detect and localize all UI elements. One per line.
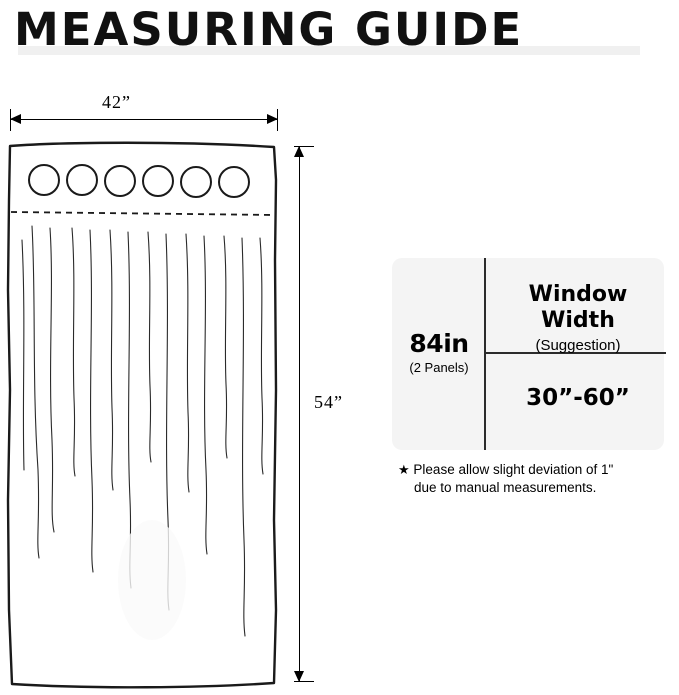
window-width-subtitle: (Suggestion)	[535, 337, 621, 354]
window-width-title: Window Width	[528, 282, 628, 333]
deviation-note	[398, 461, 670, 497]
panel-size-value: 84in	[409, 329, 469, 358]
window-width-range-cell: 30”-60”	[526, 385, 630, 411]
height-dimension	[294, 140, 364, 688]
panel-count-value: (2 Panels)	[409, 360, 469, 375]
page-title: MEASURING GUIDE	[14, 3, 524, 56]
spec-table-vertical-divider	[484, 258, 486, 450]
panel-size-cell	[394, 330, 484, 377]
height-dimension-label: 54”	[314, 392, 343, 412]
curtain-illustration	[2, 140, 294, 690]
height-dimension-line	[299, 146, 300, 682]
width-tick-left	[10, 109, 11, 131]
arrow-up-icon	[294, 146, 304, 157]
width-tick-right	[277, 109, 278, 131]
deviation-note-line2: due to manual measurements.	[414, 480, 597, 495]
deviation-note-line1: Please allow slight deviation of 1"	[413, 462, 614, 477]
width-dimension-line	[10, 119, 278, 120]
height-tick-top	[294, 146, 314, 147]
arrow-left-icon	[10, 114, 21, 124]
width-dimension-label: 42”	[102, 92, 131, 112]
height-tick-bottom	[294, 681, 314, 682]
width-dimension	[6, 92, 282, 132]
star-icon: ★	[398, 462, 410, 477]
window-width-header-cell	[488, 282, 668, 356]
